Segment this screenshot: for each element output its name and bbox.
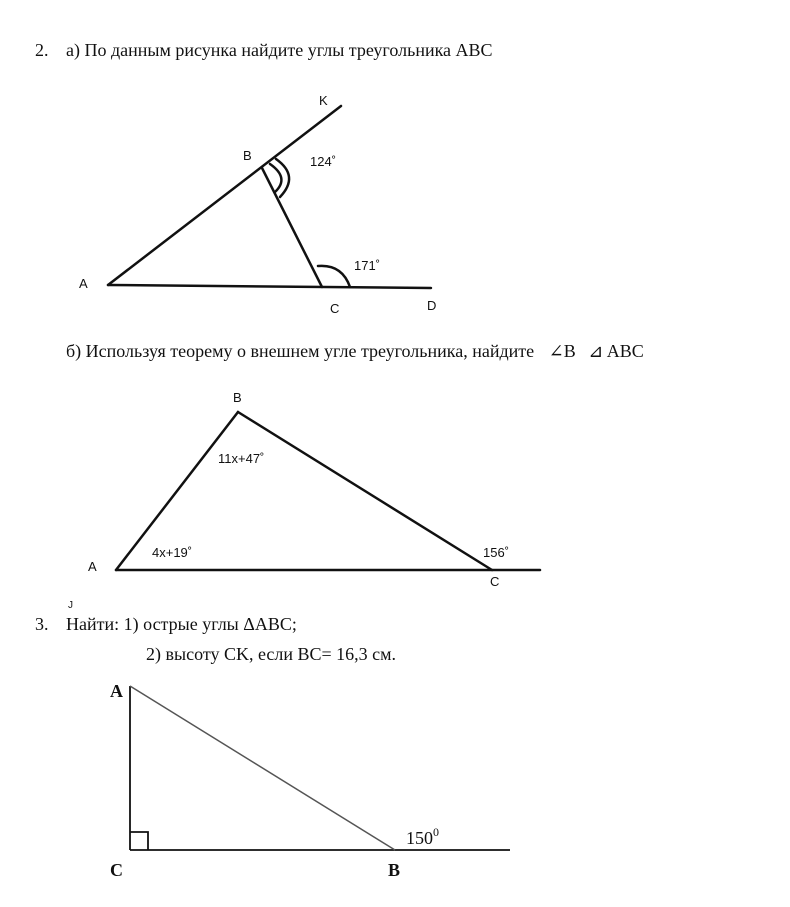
angle-b-ext: 124˚ xyxy=(310,154,337,169)
problem-2a-text: а) По данным рисунка найдите углы треугольника ABC xyxy=(66,40,493,60)
angle-c-ext: 156˚ xyxy=(483,545,510,560)
label-k: K xyxy=(319,93,328,108)
stray-mark: J xyxy=(68,600,73,611)
problem-2b-sentence: б) Используя теорему о внешнем угле треугольника, найдите xyxy=(66,341,535,361)
angle-c-ext: 171˚ xyxy=(354,258,381,273)
label-d: D xyxy=(427,298,437,313)
label-a: A xyxy=(110,681,123,701)
problem-2-number: 2. xyxy=(35,40,49,60)
angle-b-ext xyxy=(406,825,439,848)
triangle-symbol-abc: ⊿ ABC xyxy=(588,341,644,361)
label-c: C xyxy=(490,574,500,589)
angle-b-expression: 11x+47˚ xyxy=(218,451,265,466)
angle-b-ext-value: 150 xyxy=(406,828,433,848)
problem-3-line-1: Найти: 1) острые углы ΔABC; xyxy=(66,614,297,634)
label-c: C xyxy=(110,860,123,880)
angle-symbol-b: ∠B xyxy=(548,341,576,361)
label-b: B xyxy=(388,860,401,880)
label-b: B xyxy=(233,390,242,405)
angle-b-ext-degree: 0 xyxy=(433,825,439,839)
right-angle-mark xyxy=(130,832,148,850)
label-c: C xyxy=(330,301,340,316)
label-a: A xyxy=(88,559,97,574)
problem-3-line-2: 2) высоту CK, если BC= 16,3 см. xyxy=(146,644,397,664)
label-a: A xyxy=(79,276,88,291)
label-b: B xyxy=(243,148,252,163)
line-a-b xyxy=(130,686,395,850)
problem-3-number: 3. xyxy=(35,614,49,634)
angle-a-expression: 4x+19˚ xyxy=(152,545,193,560)
